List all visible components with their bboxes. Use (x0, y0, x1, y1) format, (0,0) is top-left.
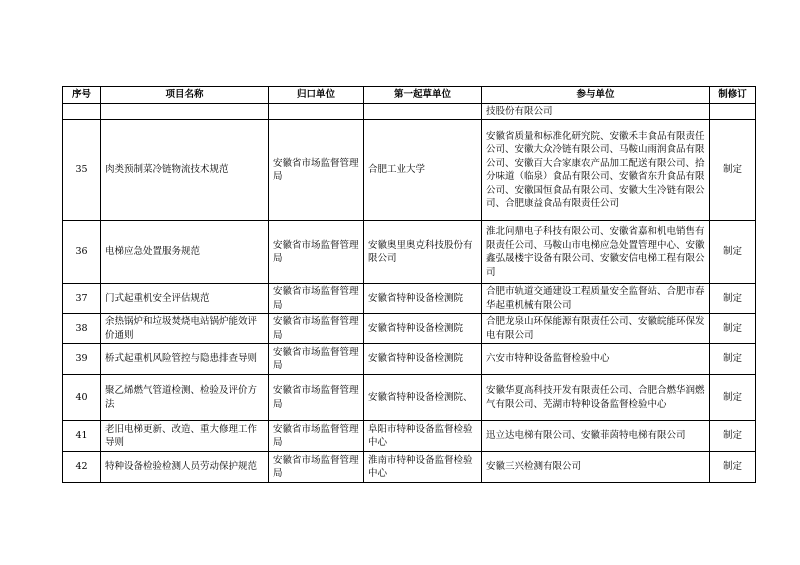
cell-participants: 安徽三兴检测有限公司 (482, 452, 710, 483)
cell-empty (269, 103, 364, 120)
header-unit: 归口单位 (269, 87, 364, 104)
cell-name: 电梯应急处置服务规范 (101, 221, 269, 284)
cell-empty (101, 103, 269, 120)
cell-name: 肉类预制菜冷链物流技术规范 (101, 120, 269, 221)
cell-action: 制定 (710, 375, 756, 421)
cell-no: 36 (63, 221, 101, 284)
header-no: 序号 (63, 87, 101, 104)
table-row (63, 375, 756, 421)
cell-participants: 技股份有限公司 (482, 103, 710, 120)
table-row (63, 452, 756, 483)
cell-empty (364, 103, 482, 120)
header-name: 项目名称 (101, 87, 269, 104)
cell-name: 老旧电梯更新、改造、重大修理工作导则 (101, 421, 269, 452)
cell-drafter: 合肥工业大学 (364, 120, 482, 221)
table-row (63, 221, 756, 284)
cell-empty (710, 103, 756, 120)
cell-action: 制定 (710, 120, 756, 221)
cell-participants: 六安市特种设备监督检验中心 (482, 344, 710, 375)
cell-no: 35 (63, 120, 101, 221)
cell-unit: 安徽省市场监督管理局 (269, 284, 364, 314)
cell-participants: 迅立达电梯有限公司、安徽菲茵特电梯有限公司 (482, 421, 710, 452)
header-row (63, 87, 756, 104)
cell-action: 制定 (710, 284, 756, 314)
cell-action: 制定 (710, 314, 756, 344)
cell-action: 制定 (710, 421, 756, 452)
cell-participants: 淮北问鼎电子科技有限公司、安徽省嘉和机电销售有限责任公司、马鞍山市电梯应急处置管理中心、安徽鑫弘晟楼宇设备有限公司、安徽安信电梯工程有限公司 (482, 221, 710, 284)
cell-no: 41 (63, 421, 101, 452)
cell-unit: 安徽省市场监督管理局 (269, 421, 364, 452)
cell-unit: 安徽省市场监督管理局 (269, 375, 364, 421)
cell-unit: 安徽省市场监督管理局 (269, 314, 364, 344)
cell-action: 制定 (710, 221, 756, 284)
continuation-row (63, 103, 756, 120)
header-action: 制修订 (710, 87, 756, 104)
cell-unit: 安徽省市场监督管理局 (269, 344, 364, 375)
cell-no: 37 (63, 284, 101, 314)
cell-empty (63, 103, 101, 120)
cell-no: 40 (63, 375, 101, 421)
cell-participants: 合肥市轨道交通建设工程质量安全监督站、合肥市春华起重机械有限公司 (482, 284, 710, 314)
cell-drafter: 安徽省特种设备检测院 (364, 314, 482, 344)
cell-drafter: 安徽省特种设备检测院、 (364, 375, 482, 421)
cell-action: 制定 (710, 344, 756, 375)
cell-no: 42 (63, 452, 101, 483)
header-participants: 参与单位 (482, 87, 710, 104)
cell-drafter: 安徽奥里奥克科技股份有限公司 (364, 221, 482, 284)
cell-drafter: 阜阳市特种设备监督检验中心 (364, 421, 482, 452)
cell-drafter: 安徽省特种设备检测院 (364, 344, 482, 375)
cell-participants: 安徽华夏高科技开发有限责任公司、合肥合燃华润燃气有限公司、芜湖市特种设备监督检验中心 (482, 375, 710, 421)
cell-participants: 合肥龙泉山环保能源有限责任公司、安徽皖能环保发电有限公司 (482, 314, 710, 344)
cell-name: 余热锅炉和垃圾焚烧电站锅炉能效评价通则 (101, 314, 269, 344)
cell-unit: 安徽省市场监督管理局 (269, 120, 364, 221)
cell-action: 制定 (710, 452, 756, 483)
table-row (63, 421, 756, 452)
cell-drafter: 安徽省特种设备检测院 (364, 284, 482, 314)
cell-participants: 安徽省质量和标准化研究院、安徽禾丰食品有限责任公司、安徽大众冷链有限公司、马鞍山雨润食品有限公司、安徽百大合家康农产品加工配送有限公司、拾分味道（临泉）食品有限公司、安徽省东升食品有限公司、安徽国恒食品有限公司、安徽大生冷链有限公司、合肥康益食品有限责任公司 (482, 120, 710, 221)
cell-name: 门式起重机安全评估规范 (101, 284, 269, 314)
table-row (63, 344, 756, 375)
cell-unit: 安徽省市场监督管理局 (269, 221, 364, 284)
cell-no: 38 (63, 314, 101, 344)
standards-table (62, 86, 756, 483)
cell-name: 聚乙烯燃气管道检测、检验及评价方法 (101, 375, 269, 421)
table-row (63, 284, 756, 314)
header-drafter: 第一起草单位 (364, 87, 482, 104)
table-row (63, 120, 756, 221)
cell-name: 特种设备检验检测人员劳动保护规范 (101, 452, 269, 483)
table-row (63, 314, 756, 344)
cell-no: 39 (63, 344, 101, 375)
cell-unit: 安徽省市场监督管理局 (269, 452, 364, 483)
cell-name: 桥式起重机风险管控与隐患排查导则 (101, 344, 269, 375)
cell-drafter: 淮南市特种设备监督检验中心 (364, 452, 482, 483)
